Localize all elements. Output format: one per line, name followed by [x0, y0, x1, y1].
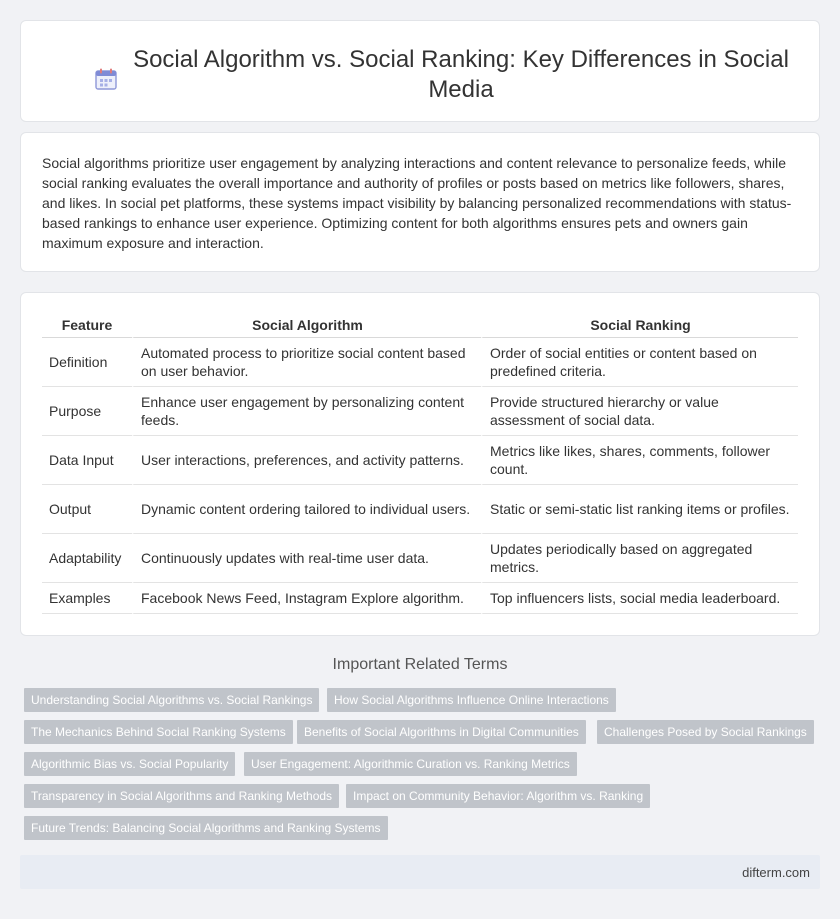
algorithm-cell: Continuously updates with real-time user data.	[132, 534, 481, 583]
table-row	[42, 583, 798, 614]
table-row	[42, 436, 798, 485]
feature-cell: Definition	[42, 338, 132, 387]
table-row	[42, 387, 798, 436]
ranking-cell: Metrics like likes, shares, comments, follower count.	[481, 436, 798, 485]
related-term-link[interactable]: How Social Algorithms Influence Online Interactions	[327, 688, 616, 712]
related-term-link[interactable]: Challenges Posed by Social Rankings	[597, 720, 814, 744]
intro-paragraph: Social algorithms prioritize user engagement by analyzing interactions and content relevance to personalize feeds, while social ranking evaluates the overall importance and authority of profiles or posts based on metrics like followers, shares, and likes. In social pet platforms, these systems impact visibility by balancing personalized recommendations with status-based rankings to enhance user experience. Optimizing content for both algorithms ensures pets and owners gain maximum exposure and interaction.	[42, 155, 792, 251]
ranking-cell: Provide structured hierarchy or value assessment of social data.	[481, 387, 798, 436]
comparison-table	[42, 313, 798, 614]
related-term-link[interactable]: Understanding Social Algorithms vs. Social Rankings	[24, 688, 319, 712]
related-term-link[interactable]: Algorithmic Bias vs. Social Popularity	[24, 752, 235, 776]
page-title: Social Algorithm vs. Social Ranking: Key Differences in Social Media	[133, 46, 789, 103]
footer-site-name[interactable]: difterm.com	[742, 865, 810, 880]
feature-cell: Adaptability	[42, 534, 132, 583]
table-header-row	[42, 313, 798, 338]
footer	[20, 855, 820, 889]
feature-cell: Examples	[42, 583, 132, 614]
title-card	[20, 20, 820, 122]
comparison-card	[20, 292, 820, 636]
intro-card	[20, 132, 820, 272]
related-terms-heading: Important Related Terms	[332, 656, 508, 673]
related-term-link[interactable]: Benefits of Social Algorithms in Digital Communities	[297, 720, 586, 744]
ranking-cell: Updates periodically based on aggregated metrics.	[481, 534, 798, 583]
ranking-cell: Top influencers lists, social media leaderboard.	[481, 583, 798, 614]
feature-cell: Purpose	[42, 387, 132, 436]
table-row	[42, 485, 798, 534]
header-social-ranking: Social Ranking	[481, 313, 798, 338]
related-term-link[interactable]: The Mechanics Behind Social Ranking Systems	[24, 720, 293, 744]
ranking-cell: Static or semi-static list ranking items or profiles.	[481, 485, 798, 534]
related-term-link[interactable]: User Engagement: Algorithmic Curation vs. Ranking Metrics	[244, 752, 577, 776]
algorithm-cell: Enhance user engagement by personalizing content feeds.	[132, 387, 481, 436]
header-social-algorithm: Social Algorithm	[132, 313, 481, 338]
feature-cell: Data Input	[42, 436, 132, 485]
ranking-cell: Order of social entities or content based on predefined criteria.	[481, 338, 798, 387]
table-row	[42, 534, 798, 583]
algorithm-cell: Automated process to prioritize social content based on user behavior.	[132, 338, 481, 387]
algorithm-cell: Facebook News Feed, Instagram Explore algorithm.	[132, 583, 481, 614]
table-row	[42, 338, 798, 387]
feature-cell: Output	[42, 485, 132, 534]
related-term-link[interactable]: Future Trends: Balancing Social Algorithms and Ranking Systems	[24, 816, 388, 840]
related-term-link[interactable]: Impact on Community Behavior: Algorithm vs. Ranking	[346, 784, 650, 808]
related-term-link[interactable]: Transparency in Social Algorithms and Ranking Methods	[24, 784, 339, 808]
header-feature: Feature	[42, 313, 132, 338]
algorithm-cell: Dynamic content ordering tailored to individual users.	[132, 485, 481, 534]
algorithm-cell: User interactions, preferences, and activity patterns.	[132, 436, 481, 485]
